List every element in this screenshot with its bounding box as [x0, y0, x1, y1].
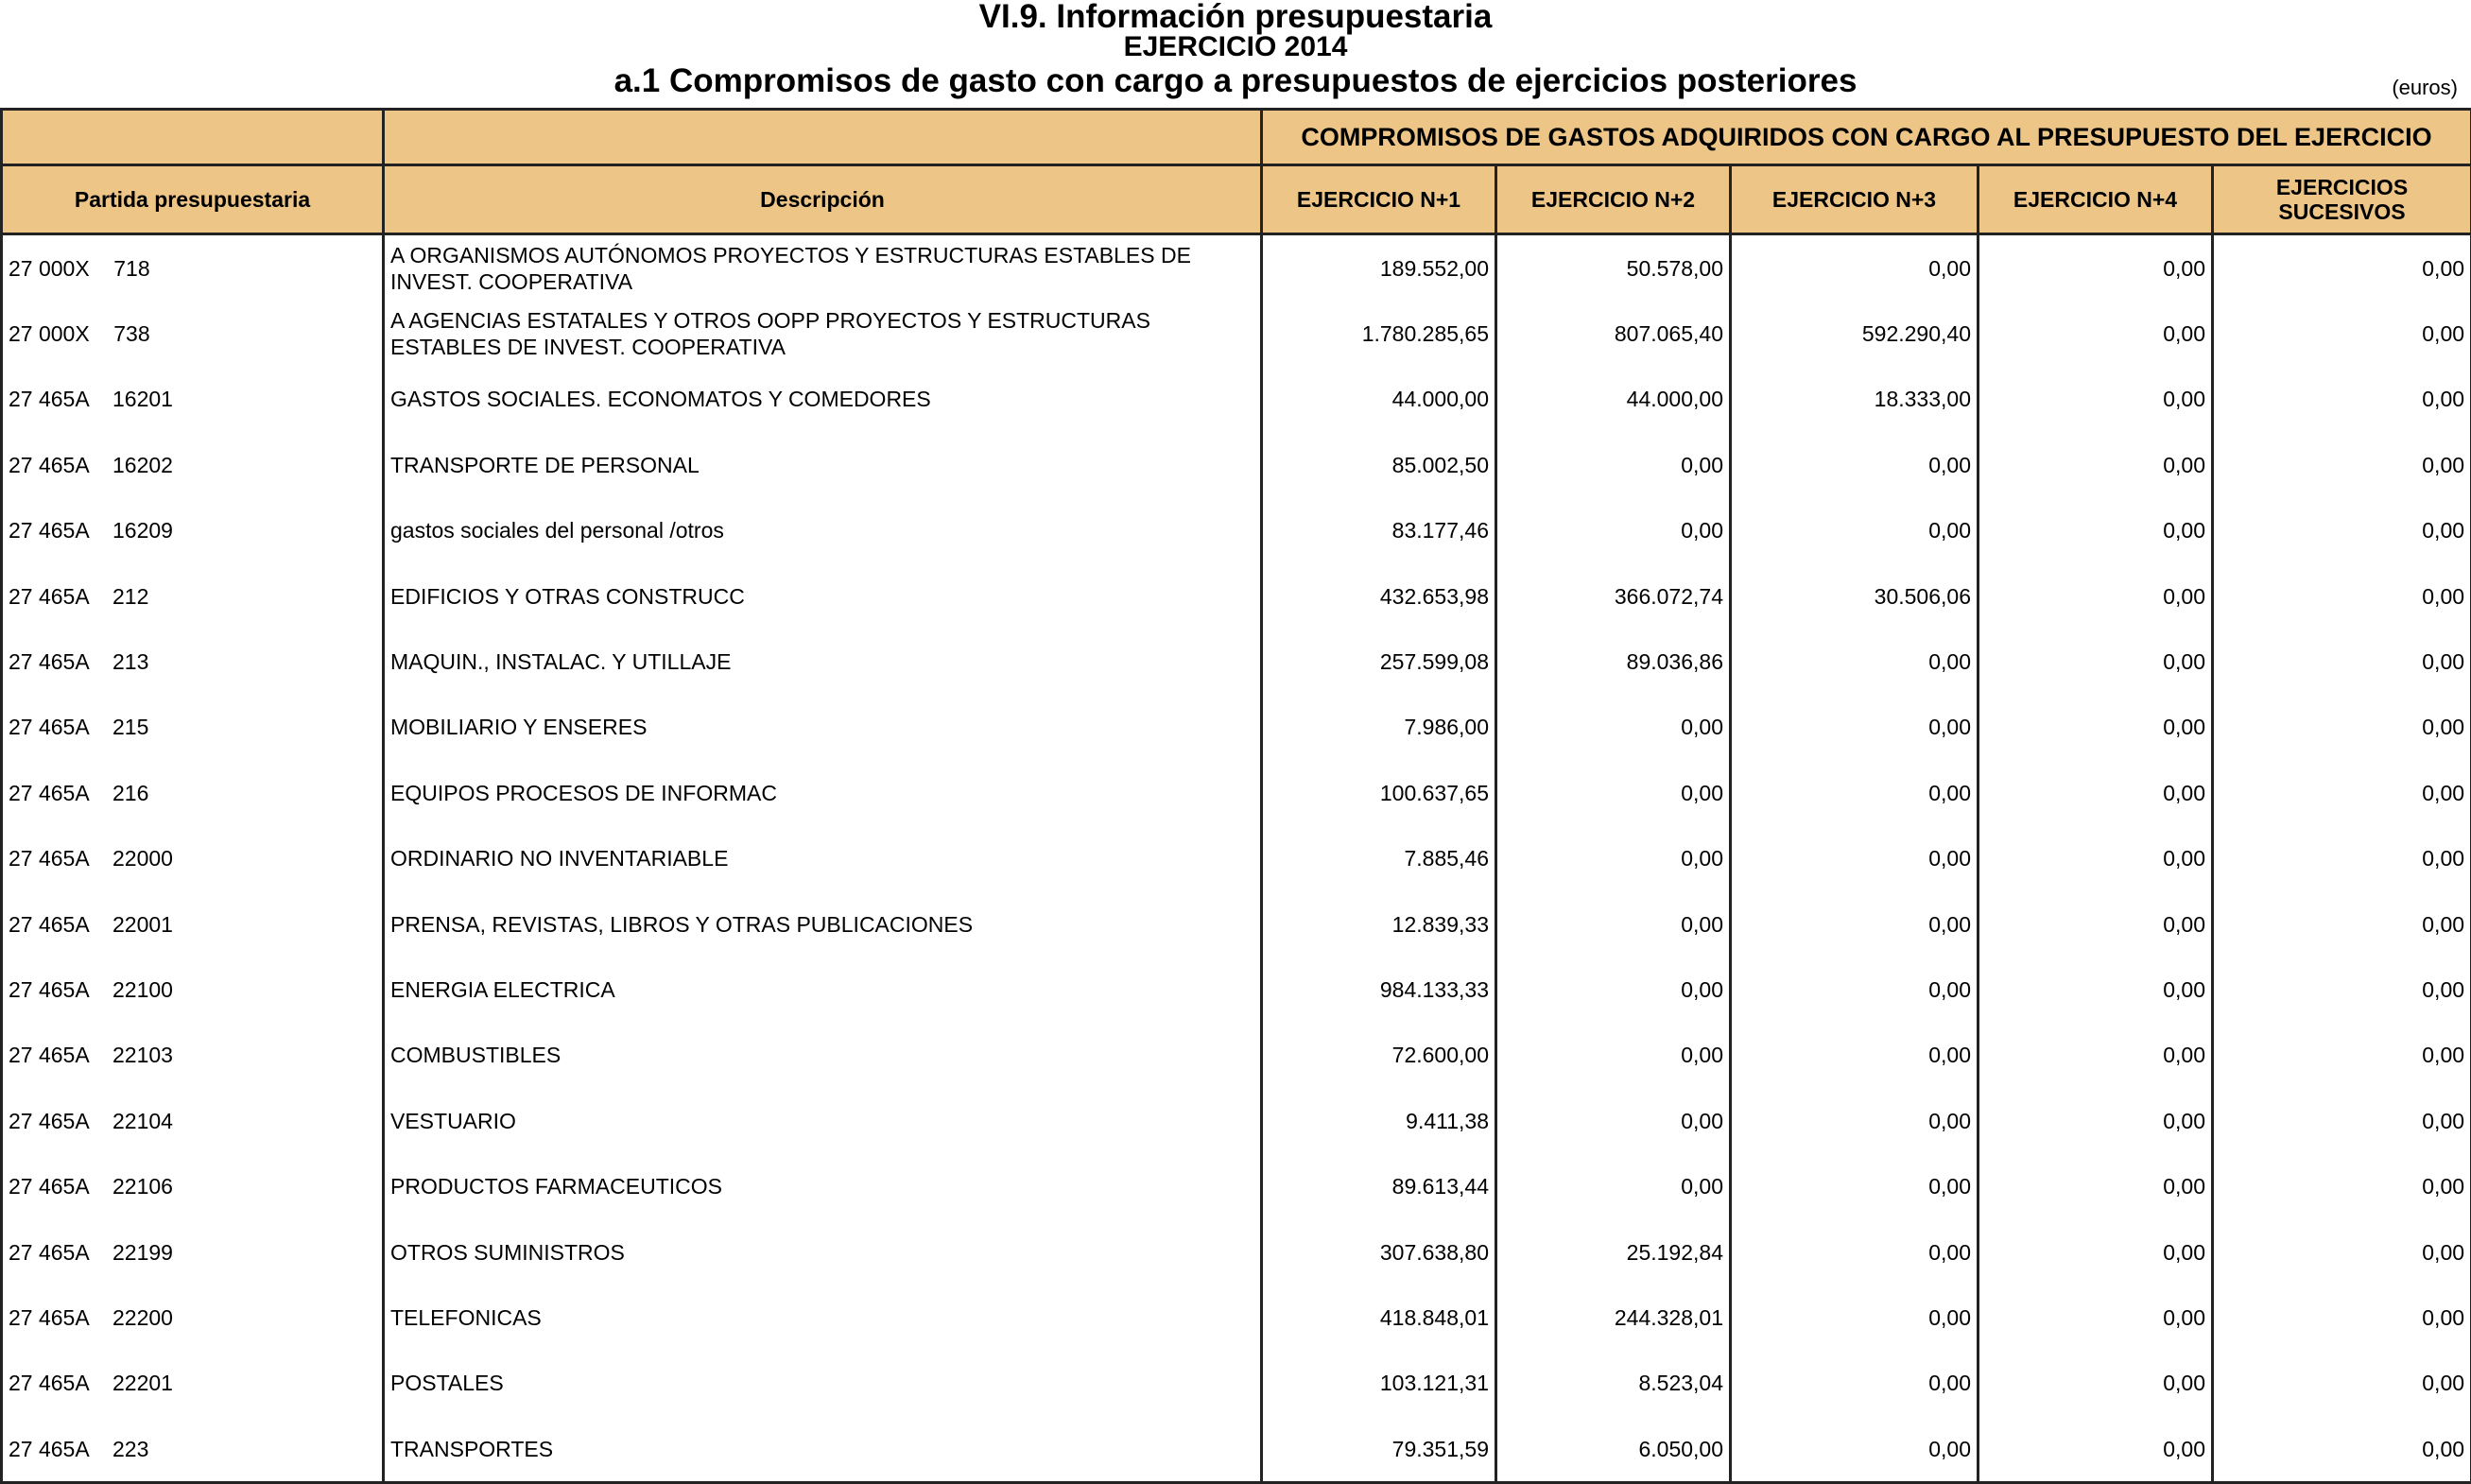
cell-ejercicio-n3: 592.290,40 [1731, 301, 1979, 366]
cell-ejercicio-n4: 0,00 [1979, 498, 2213, 563]
table-row [2, 1153, 2471, 1218]
cell-descripcion: gastos sociales del personal /otros [384, 498, 1262, 563]
cell-descripcion: OTROS SUMINISTROS [384, 1219, 1262, 1285]
cell-ejercicio-n1: 83.177,46 [1262, 498, 1496, 563]
cell-ejercicio-n3: 0,00 [1731, 1285, 1979, 1350]
cell-ejercicio-n1: 257.599,08 [1262, 629, 1496, 694]
cell-ejercicios-sucesivos: 0,00 [2213, 1088, 2471, 1153]
cell-ejercicios-sucesivos: 0,00 [2213, 629, 2471, 694]
cell-partida: 27 465A 16202 [2, 432, 384, 497]
cell-ejercicio-n3: 0,00 [1731, 760, 1979, 825]
cell-descripcion: POSTALES [384, 1351, 1262, 1416]
cell-ejercicios-sucesivos: 0,00 [2213, 1153, 2471, 1218]
cell-ejercicio-n2: 0,00 [1496, 432, 1731, 497]
table-row [2, 629, 2471, 694]
cell-ejercicio-n3: 0,00 [1731, 1088, 1979, 1153]
cell-ejercicio-n1: 307.638,80 [1262, 1219, 1496, 1285]
cell-ejercicio-n2: 0,00 [1496, 1023, 1731, 1088]
cell-ejercicio-n3: 0,00 [1731, 957, 1979, 1022]
cell-ejercicios-sucesivos: 0,00 [2213, 891, 2471, 957]
page-title: VI.9. Información presupuestaria [0, 0, 2471, 34]
cell-ejercicio-n3: 0,00 [1731, 826, 1979, 891]
cell-descripcion: A AGENCIAS ESTATALES Y OTROS OOPP PROYECTOS Y ESTRUCTURAS ESTABLES DE INVEST. COOPERATIVA [384, 301, 1262, 366]
cell-partida: 27 465A 22106 [2, 1153, 384, 1218]
column-header-partida: Partida presupuestaria [2, 165, 384, 234]
cell-ejercicio-n2: 50.578,00 [1496, 234, 1731, 302]
table-row [2, 1088, 2471, 1153]
cell-ejercicio-n4: 0,00 [1979, 367, 2213, 432]
cell-ejercicios-sucesivos: 0,00 [2213, 1285, 2471, 1350]
cell-ejercicio-n2: 89.036,86 [1496, 629, 1731, 694]
cell-partida: 27 465A 22200 [2, 1285, 384, 1350]
cell-ejercicio-n4: 0,00 [1979, 1153, 2213, 1218]
group-header-row [2, 110, 2471, 165]
cell-ejercicio-n1: 72.600,00 [1262, 1023, 1496, 1088]
column-header-sucesivos: EJERCICIOS SUCESIVOS [2213, 165, 2471, 234]
cell-ejercicio-n4: 0,00 [1979, 1285, 2213, 1350]
cell-partida: 27 465A 16209 [2, 498, 384, 563]
cell-ejercicio-n4: 0,00 [1979, 1351, 2213, 1416]
table-row [2, 695, 2471, 760]
cell-partida: 27 465A 22001 [2, 891, 384, 957]
cell-descripcion: EQUIPOS PROCESOS DE INFORMAC [384, 760, 1262, 825]
cell-ejercicios-sucesivos: 0,00 [2213, 1219, 2471, 1285]
cell-ejercicio-n2: 0,00 [1496, 891, 1731, 957]
cell-ejercicio-n2: 807.065,40 [1496, 301, 1731, 366]
cell-ejercicio-n1: 44.000,00 [1262, 367, 1496, 432]
cell-ejercicio-n4: 0,00 [1979, 1023, 2213, 1088]
cell-ejercicio-n4: 0,00 [1979, 695, 2213, 760]
cell-ejercicio-n1: 7.885,46 [1262, 826, 1496, 891]
cell-ejercicio-n1: 79.351,59 [1262, 1416, 1496, 1483]
cell-ejercicio-n2: 44.000,00 [1496, 367, 1731, 432]
cell-ejercicio-n2: 8.523,04 [1496, 1351, 1731, 1416]
table-row [2, 498, 2471, 563]
cell-ejercicios-sucesivos: 0,00 [2213, 498, 2471, 563]
cell-descripcion: A ORGANISMOS AUTÓNOMOS PROYECTOS Y ESTRUCTURAS ESTABLES DE INVEST. COOPERATIVA [384, 234, 1262, 302]
cell-descripcion: PRENSA, REVISTAS, LIBROS Y OTRAS PUBLICACIONES [384, 891, 1262, 957]
group-header-blank-1 [2, 110, 384, 165]
cell-ejercicio-n3: 18.333,00 [1731, 367, 1979, 432]
cell-partida: 27 465A 213 [2, 629, 384, 694]
cell-descripcion: PRODUCTOS FARMACEUTICOS [384, 1153, 1262, 1218]
cell-ejercicio-n4: 0,00 [1979, 760, 2213, 825]
cell-partida: 27 465A 22104 [2, 1088, 384, 1153]
cell-descripcion: ORDINARIO NO INVENTARIABLE [384, 826, 1262, 891]
cell-descripcion: MOBILIARIO Y ENSERES [384, 695, 1262, 760]
cell-ejercicio-n2: 0,00 [1496, 1153, 1731, 1218]
table-row [2, 563, 2471, 629]
cell-ejercicio-n2: 0,00 [1496, 826, 1731, 891]
cell-ejercicio-n1: 432.653,98 [1262, 563, 1496, 629]
table-row [2, 1351, 2471, 1416]
cell-ejercicios-sucesivos: 0,00 [2213, 1351, 2471, 1416]
column-header-n3: EJERCICIO N+3 [1731, 165, 1979, 234]
cell-descripcion: EDIFICIOS Y OTRAS CONSTRUCC [384, 563, 1262, 629]
cell-ejercicios-sucesivos: 0,00 [2213, 1416, 2471, 1483]
cell-ejercicio-n4: 0,00 [1979, 234, 2213, 302]
cell-ejercicio-n1: 9.411,38 [1262, 1088, 1496, 1153]
cell-ejercicio-n4: 0,00 [1979, 891, 2213, 957]
cell-descripcion: COMBUSTIBLES [384, 1023, 1262, 1088]
group-header-commitments: COMPROMISOS DE GASTOS ADQUIRIDOS CON CARGO AL PRESUPUESTO DEL EJERCICIO [1262, 110, 2471, 165]
cell-ejercicios-sucesivos: 0,00 [2213, 1023, 2471, 1088]
cell-ejercicio-n3: 0,00 [1731, 629, 1979, 694]
cell-ejercicios-sucesivos: 0,00 [2213, 563, 2471, 629]
cell-descripcion: TRANSPORTE DE PERSONAL [384, 432, 1262, 497]
cell-descripcion: TELEFONICAS [384, 1285, 1262, 1350]
cell-ejercicios-sucesivos: 0,00 [2213, 301, 2471, 366]
cell-ejercicio-n1: 7.986,00 [1262, 695, 1496, 760]
cell-ejercicio-n2: 366.072,74 [1496, 563, 1731, 629]
cell-ejercicios-sucesivos: 0,00 [2213, 234, 2471, 302]
cell-ejercicio-n1: 103.121,31 [1262, 1351, 1496, 1416]
column-header-n4: EJERCICIO N+4 [1979, 165, 2213, 234]
cell-ejercicio-n2: 6.050,00 [1496, 1416, 1731, 1483]
cell-ejercicio-n3: 0,00 [1731, 891, 1979, 957]
cell-ejercicio-n2: 0,00 [1496, 760, 1731, 825]
cell-ejercicio-n1: 85.002,50 [1262, 432, 1496, 497]
table-row [2, 1023, 2471, 1088]
cell-ejercicio-n4: 0,00 [1979, 826, 2213, 891]
cell-ejercicio-n2: 0,00 [1496, 957, 1731, 1022]
cell-descripcion: ENERGIA ELECTRICA [384, 957, 1262, 1022]
cell-ejercicios-sucesivos: 0,00 [2213, 367, 2471, 432]
table-row [2, 826, 2471, 891]
cell-ejercicio-n4: 0,00 [1979, 957, 2213, 1022]
table-row [2, 301, 2471, 366]
table-row [2, 234, 2471, 302]
table-row [2, 367, 2471, 432]
cell-ejercicio-n4: 0,00 [1979, 1416, 2213, 1483]
cell-ejercicio-n2: 244.328,01 [1496, 1285, 1731, 1350]
cell-ejercicio-n1: 12.839,33 [1262, 891, 1496, 957]
cell-ejercicios-sucesivos: 0,00 [2213, 695, 2471, 760]
cell-ejercicio-n3: 0,00 [1731, 695, 1979, 760]
cell-partida: 27 465A 22199 [2, 1219, 384, 1285]
group-header-blank-2 [384, 110, 1262, 165]
section-title: a.1 Compromisos de gasto con cargo a presupuestos de ejercicios posteriores [0, 62, 2471, 100]
cell-partida: 27 465A 223 [2, 1416, 384, 1483]
cell-ejercicio-n3: 0,00 [1731, 1153, 1979, 1218]
cell-ejercicio-n3: 0,00 [1731, 432, 1979, 497]
cell-ejercicios-sucesivos: 0,00 [2213, 760, 2471, 825]
cell-partida: 27 465A 216 [2, 760, 384, 825]
table-row [2, 957, 2471, 1022]
cell-ejercicio-n4: 0,00 [1979, 629, 2213, 694]
cell-partida: 27 465A 22201 [2, 1351, 384, 1416]
column-header-n1: EJERCICIO N+1 [1262, 165, 1496, 234]
cell-ejercicio-n3: 0,00 [1731, 234, 1979, 302]
cell-ejercicio-n2: 0,00 [1496, 498, 1731, 563]
table-row [2, 1285, 2471, 1350]
budget-commitments-table [0, 108, 2471, 1484]
cell-partida: 27 000X 738 [2, 301, 384, 366]
table-row [2, 760, 2471, 825]
cell-ejercicio-n2: 0,00 [1496, 695, 1731, 760]
cell-partida: 27 000X 718 [2, 234, 384, 302]
cell-descripcion: MAQUIN., INSTALAC. Y UTILLAJE [384, 629, 1262, 694]
cell-ejercicio-n2: 0,00 [1496, 1088, 1731, 1153]
cell-ejercicio-n1: 984.133,33 [1262, 957, 1496, 1022]
cell-descripcion: VESTUARIO [384, 1088, 1262, 1153]
cell-partida: 27 465A 212 [2, 563, 384, 629]
column-header-n2: EJERCICIO N+2 [1496, 165, 1731, 234]
table-row [2, 1416, 2471, 1483]
cell-ejercicio-n4: 0,00 [1979, 301, 2213, 366]
column-header-row [2, 165, 2471, 234]
cell-ejercicio-n1: 100.637,65 [1262, 760, 1496, 825]
cell-ejercicio-n3: 30.506,06 [1731, 563, 1979, 629]
cell-ejercicio-n3: 0,00 [1731, 498, 1979, 563]
cell-ejercicio-n3: 0,00 [1731, 1351, 1979, 1416]
cell-ejercicio-n1: 89.613,44 [1262, 1153, 1496, 1218]
cell-descripcion: GASTOS SOCIALES. ECONOMATOS Y COMEDORES [384, 367, 1262, 432]
cell-ejercicio-n1: 189.552,00 [1262, 234, 1496, 302]
table-row [2, 1219, 2471, 1285]
cell-partida: 27 465A 22103 [2, 1023, 384, 1088]
cell-ejercicio-n4: 0,00 [1979, 563, 2213, 629]
cell-ejercicio-n3: 0,00 [1731, 1023, 1979, 1088]
cell-ejercicios-sucesivos: 0,00 [2213, 826, 2471, 891]
cell-ejercicio-n4: 0,00 [1979, 1088, 2213, 1153]
table-row [2, 891, 2471, 957]
cell-ejercicio-n1: 1.780.285,65 [1262, 301, 1496, 366]
cell-ejercicio-n4: 0,00 [1979, 432, 2213, 497]
units-label: (euros) [2392, 76, 2458, 100]
cell-partida: 27 465A 22100 [2, 957, 384, 1022]
cell-partida: 27 465A 22000 [2, 826, 384, 891]
cell-partida: 27 465A 16201 [2, 367, 384, 432]
cell-ejercicio-n1: 418.848,01 [1262, 1285, 1496, 1350]
cell-descripcion: TRANSPORTES [384, 1416, 1262, 1483]
fiscal-year-subtitle: EJERCICIO 2014 [0, 31, 2471, 63]
cell-ejercicio-n3: 0,00 [1731, 1416, 1979, 1483]
table-row [2, 432, 2471, 497]
cell-ejercicio-n3: 0,00 [1731, 1219, 1979, 1285]
cell-ejercicios-sucesivos: 0,00 [2213, 432, 2471, 497]
column-header-descripcion: Descripción [384, 165, 1262, 234]
cell-partida: 27 465A 215 [2, 695, 384, 760]
table-body [2, 234, 2471, 1483]
cell-ejercicios-sucesivos: 0,00 [2213, 957, 2471, 1022]
cell-ejercicio-n2: 25.192,84 [1496, 1219, 1731, 1285]
cell-ejercicio-n4: 0,00 [1979, 1219, 2213, 1285]
